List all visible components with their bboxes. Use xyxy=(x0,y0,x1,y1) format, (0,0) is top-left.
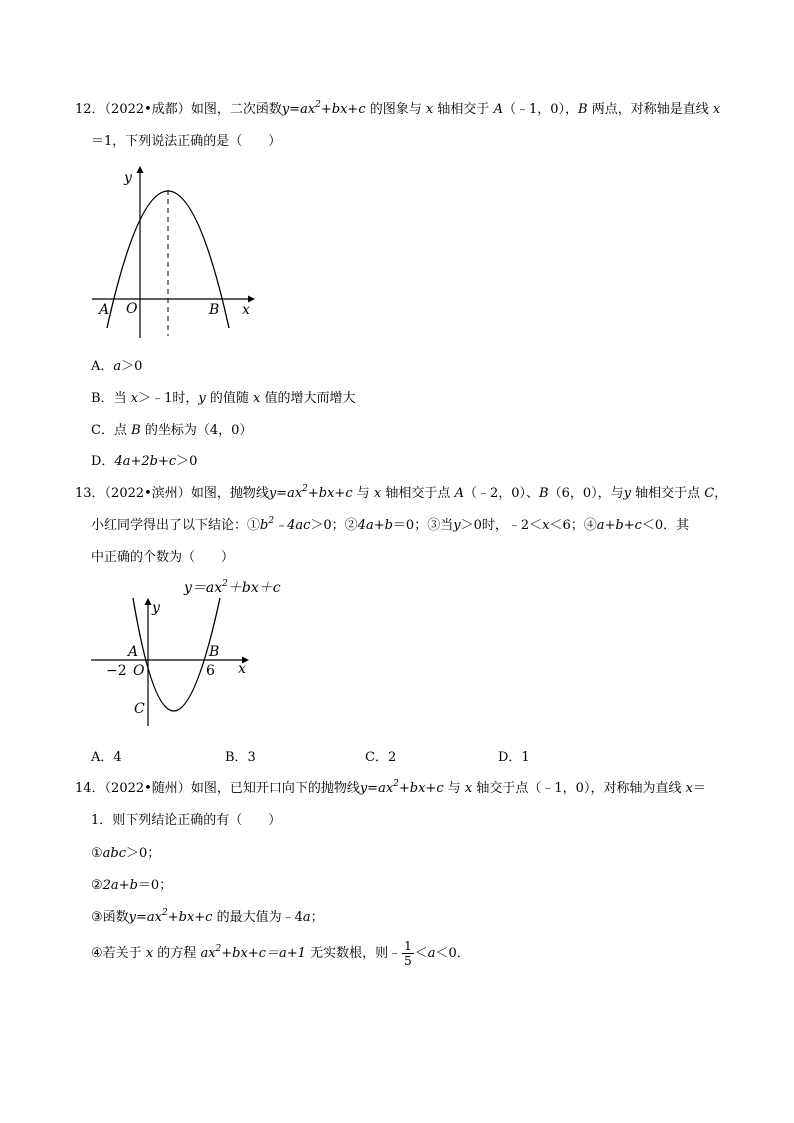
q12-point-b-label: B xyxy=(209,302,220,318)
q12-option-b: B．当 x＞﹣1时，y 的值随 x 值的增大而增大 xyxy=(91,391,356,406)
q13-six-label: 6 xyxy=(206,663,215,679)
q13-number: 13． xyxy=(75,486,105,501)
q13-x-label: x xyxy=(238,661,246,677)
q12-point-a-label: A xyxy=(99,302,110,318)
q13-minus-two-label: −2 xyxy=(106,663,127,679)
q12-option-c: C．点 B 的坐标为（4，0） xyxy=(91,423,253,438)
q12-text: 轴相交于 xyxy=(437,102,490,117)
q12-text: 如图，二次函数 xyxy=(190,102,282,117)
q14-stem-line2: 1．则下列结论正确的有（ ） xyxy=(91,813,282,828)
q12-graph xyxy=(88,160,263,350)
q13-stem-line3: 中正确的个数为（ ） xyxy=(91,550,235,565)
q12-stem-line2: ＝1，下列说法正确的是（ ） xyxy=(91,134,282,149)
q13-equation-label: $y=ax^2+bx+c$ xyxy=(184,579,281,596)
q12-var: x xyxy=(712,102,721,117)
q13-graph xyxy=(88,576,288,736)
q13-source: （2022•滨州） xyxy=(104,486,191,501)
q13-point-a-label: A xyxy=(128,644,139,660)
q14-statement-2: ②2a+b＝0； xyxy=(91,878,173,893)
q13-stem-line2: 小红同学得出了以下结论：$①b^2﹣4ac>0$；②4a+b＝0；③当y＞0时，﹣2＜x＜6；④a+b+c＜0．其 xyxy=(91,516,690,533)
q14-statement-1: ①abc＞0； xyxy=(91,846,161,861)
q12-var: x xyxy=(425,102,434,117)
q12-source: （2022•成都） xyxy=(104,102,191,117)
q14-stem-line1: 14．（2022•随州）如图，已知开口向下的抛物线$y=ax^2+bx+c$ 与 x 轴交于点（﹣1，0），对称轴为直线 x＝ xyxy=(75,779,706,796)
q13-origin-label: O xyxy=(133,663,145,679)
q12-option-d: D．4a+2b+c＞0 xyxy=(91,454,198,469)
q14-statement-3: ③函数$y=ax^2+bx+c$ 的最大值为﹣4a； xyxy=(91,908,324,925)
q14-statement-4: ④若关于 x 的方程 $ax^2+bx+c=a+1$ 无实数根，则﹣ $\frac{1}{5}$ ＜a＜0． xyxy=(91,939,470,968)
q14-number: 14． xyxy=(75,781,105,796)
q12-text: 的图象与 xyxy=(369,102,422,117)
q13-option-d: D．1 xyxy=(498,750,530,765)
q13-option-b: B．3 xyxy=(225,750,256,765)
q14-source: （2022•随州） xyxy=(104,781,191,796)
q13-option-c: C．2 xyxy=(365,750,397,765)
q13-point-c-label: C xyxy=(134,701,145,717)
q13-stem-line1: 13．（2022•滨州）如图，抛物线$y=ax^2+bx+c$ 与 x 轴相交于点 A（﹣2，0）、B（6，0），与y 轴相交于点 C， xyxy=(75,484,728,501)
q12-origin-label: O xyxy=(126,301,138,317)
q12-option-a: A．a＞0 xyxy=(91,359,143,374)
q12-formula: $y=ax^2+bx+c$ xyxy=(281,100,366,117)
q12-var: B xyxy=(578,102,588,117)
q12-text: （﹣1，0）， xyxy=(502,102,578,117)
q12-var: A xyxy=(493,102,503,117)
q13-y-label: y xyxy=(152,600,160,616)
q12-x-label: x xyxy=(242,302,250,318)
q14-fraction: $\frac{1}{5}$ xyxy=(404,939,412,968)
q13-option-a: A．4 xyxy=(91,750,122,765)
q12-stem-line1 xyxy=(75,100,720,120)
q12-y-label: y xyxy=(124,170,132,186)
q12-text: 两点，对称轴是直线 xyxy=(591,102,709,117)
q12-number: 12． xyxy=(75,102,105,117)
q13-point-b-label: B xyxy=(209,644,220,660)
